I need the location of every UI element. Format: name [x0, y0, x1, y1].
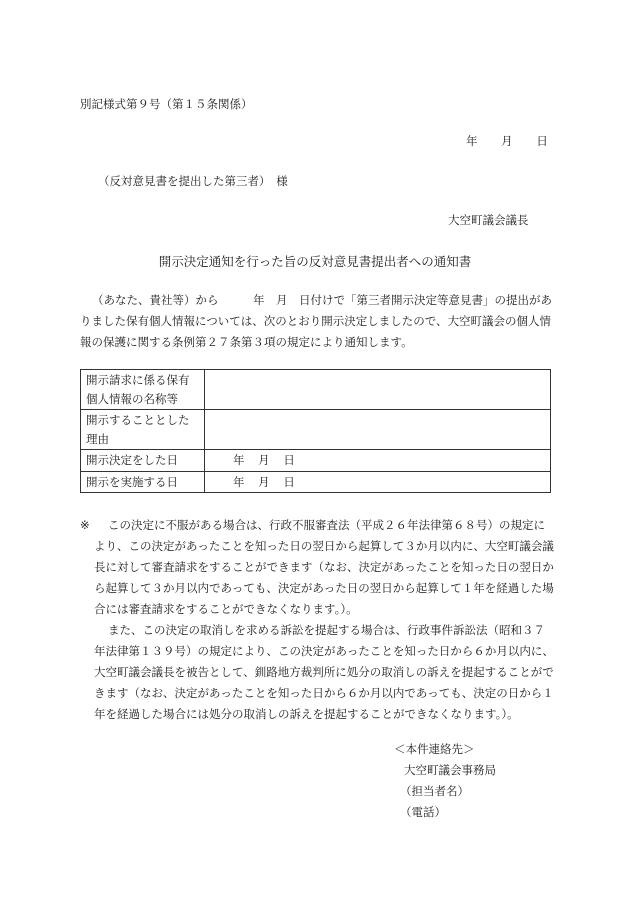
notes-section — [80, 515, 554, 725]
intro-paragraph: （あなた、貴社等）から 年 月 日付けで「第三者開示決定等意見書」の提出がありました保有個人情報については、次のとおり開示決定しましたので、大空町議会の個人情報の保護に関する条例第２７条第３項の規定により通知します。 — [80, 293, 552, 349]
row-value — [205, 450, 551, 472]
date-day: 日 — [536, 134, 548, 148]
date-line — [466, 133, 548, 149]
date-month: 月 — [501, 134, 513, 148]
info-table — [80, 369, 551, 493]
document-title: 開示決定通知を行った旨の反対意見書提出者への通知書 — [158, 254, 472, 269]
row-label: 開示決定をした日 — [81, 450, 205, 472]
value-year: 年 — [233, 474, 245, 489]
contact-office: 大空町議会事務局 — [404, 763, 496, 777]
note-paragraph-appeal: この決定に不服がある場合は、行政不服審査法（平成２６年法律第６８号）の規定により、この決定があったことを知った日の翌日から起算して３か月以内に、大空町議会議長に対して審査請求をすることができます（なお、決定があったことを知った日の翌日から起算して３か月以内であっても、決定があった日の翌日から起算して１年を経過した場合には審査請求をすることができなくなります。）。 — [94, 518, 554, 616]
value-day: 日 — [283, 474, 295, 489]
table-row — [81, 450, 551, 472]
value-month: 月 — [258, 474, 270, 489]
row-label: 開示を実施する日 — [81, 471, 205, 493]
value-year: 年 — [233, 453, 245, 467]
addressee: （反対意見書を提出した第三者） 様 — [98, 174, 288, 188]
contact-block — [394, 739, 496, 823]
row-label: 開示することとした理由 — [81, 410, 205, 450]
table-row — [81, 410, 551, 450]
table-row — [81, 471, 551, 493]
contact-phone: （電話） — [400, 805, 446, 819]
row-value — [205, 410, 551, 450]
note-mark: ※ — [80, 518, 90, 532]
note-paragraph-lawsuit: また、この決定の取消しを求める訴訟を提起する場合は、行政事件訴訟法（昭和３７年法律第１３９号）の規定により、この決定があったことを知った日から６か月以内に、大空町議会議長を被告として、釧路地方裁判所に処分の取消しの訴えを提起することができます（なお、決定があったことを知った日から６か月以内であっても、決定の日から１年を経過した場合には処分の取消しの訴えを提起することができなくなります。）。 — [94, 623, 554, 721]
row-label: 開示請求に係る保有個人情報の名称等 — [81, 370, 205, 410]
contact-heading: ＜本件連絡先＞ — [394, 742, 475, 756]
date-year: 年 — [466, 134, 478, 148]
value-day: 日 — [283, 453, 295, 467]
table-row — [81, 370, 551, 410]
form-id: 別記様式第９号（第１５条関係） — [80, 97, 253, 111]
contact-person: （担当者名） — [400, 784, 469, 798]
row-value — [205, 370, 551, 410]
value-month: 月 — [258, 453, 270, 467]
sender: 大空町議会議長 — [448, 213, 529, 227]
row-value — [205, 471, 551, 493]
